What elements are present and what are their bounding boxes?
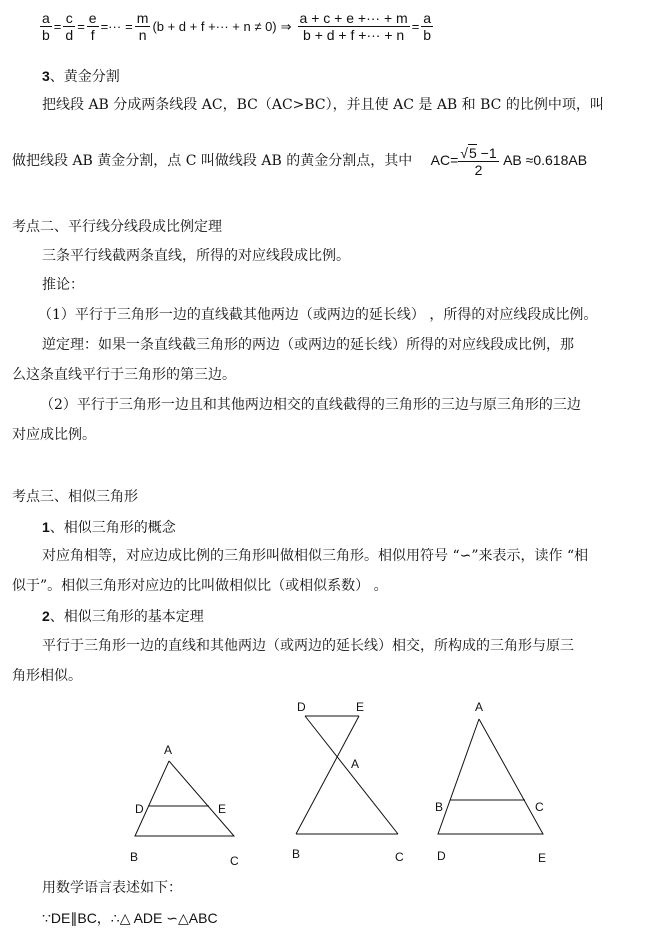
fraction-c-d: $\frac{c}{d}$	[65, 10, 74, 43]
fig1-label-a: A	[164, 743, 173, 757]
fraction-a-b: $\frac{a}{b}$	[42, 10, 50, 43]
fig2-label-d: D	[297, 700, 306, 714]
similarity-expression: ∵DE∥BC，∴△ ADE ∽△ABC	[42, 910, 218, 926]
corollary-1: （1）平行于三角形一边的直线截其他两边（或两边的延长线） ，所得的对应线段成比例。	[38, 307, 598, 323]
subheading-2: 2、相似三角形的基本定理	[42, 608, 204, 625]
section-2-title: 考点二、平行线分线段成比例定理	[12, 219, 222, 235]
fig2-label-b: B	[292, 847, 301, 861]
golden-para-2: 做把线段 AB 黄金分割，点 C 叫做线段 AB 的黄金分割点，其中 AC= $\frac{√5 -1}{2}$ AB ≈0.618AB	[12, 145, 588, 178]
converse-line-2: 么这条直线平行于三角形的第三边。	[12, 367, 236, 383]
fraction-m-n: $\frac{m}{n}$	[136, 10, 149, 43]
corollary-2-line-2: 对应成比例。	[12, 427, 96, 443]
fig2-label-a: A	[351, 757, 360, 771]
fraction-e-f: $\frac{e}{f}$	[88, 10, 97, 43]
section-2-theorem: 三条平行线截两条直线，所得的对应线段成比例。	[42, 248, 350, 264]
figure-2-hourglass	[296, 716, 398, 834]
expression-intro: 用数学语言表述如下：	[42, 880, 182, 896]
theorem-line-2: 角形相似。	[12, 668, 82, 684]
figure-1-triangle	[135, 761, 234, 836]
fig3-label-c: C	[535, 800, 544, 814]
proportion-formula: $\frac{a}{b}$ = $\frac{c}{d}$ = $\frac{e}{f}$ =··· = $\frac{m}{n}$ (b + d + f +··· + n ≠ 0) ⇒ $\frac{a + c + e +\cdot\cdot\cdot + m}{b + d + f +\cdot\cdot\cdot + n}$ = $\frac{a}{b}$	[42, 10, 432, 43]
definition-line-1: 对应角相等，对应边成比例的三角形叫做相似三角形。相似用符号 “∽”来表示，读作 “相	[42, 548, 589, 564]
golden-para-1: 把线段 AB 分成两条线段 AC，BC（AC>BC），并且使 AC 是 AB 和 BC 的比例中项，叫	[42, 97, 604, 113]
subheading-1: 1、相似三角形的概念	[42, 519, 176, 536]
golden-heading: 3、黄金分割	[42, 68, 120, 85]
section-3-title: 考点三、相似三角形	[12, 489, 138, 505]
figures-diagram	[0, 690, 650, 890]
definition-line-2: 似于”。相似三角形对应边的比叫做相似比（或相似系数） 。	[12, 578, 388, 594]
fig3-label-b: B	[435, 800, 444, 814]
converse-line-1: 逆定理：如果一条直线截三角形的两边（或两边的延长线）所得的对应线段成比例，那	[42, 337, 574, 353]
fig1-label-d: D	[135, 802, 144, 816]
corollary-2-line-1: （2）平行于三角形一边且和其他两边相交的直线截得的三角形的三边与原三角形的三边	[40, 397, 581, 413]
fig3-label-a: A	[475, 700, 484, 714]
fig1-label-e: E	[218, 802, 227, 816]
theorem-line-1: 平行于三角形一边的直线和其他两边（或两边的延长线）相交，所构成的三角形与原三	[42, 638, 574, 654]
corollary-label: 推论：	[42, 277, 84, 293]
fig1-label-c: C	[230, 854, 239, 868]
fig2-label-c: C	[395, 850, 404, 864]
fraction-sum: $\frac{a + c + e +\cdot\cdot\cdot + m}{b + d + f +\cdot\cdot\cdot + n}$	[299, 10, 408, 43]
fig3-label-e: E	[538, 851, 547, 865]
fig2-label-e: E	[356, 700, 365, 714]
fig1-label-b: B	[130, 850, 139, 864]
figure-3-triangle	[438, 719, 543, 834]
golden-ratio-fraction: $\frac{√5 -1}{2}$	[460, 145, 497, 178]
fig3-label-d: D	[437, 849, 446, 863]
fraction-a-b-result: $\frac{a}{b}$	[423, 10, 432, 43]
